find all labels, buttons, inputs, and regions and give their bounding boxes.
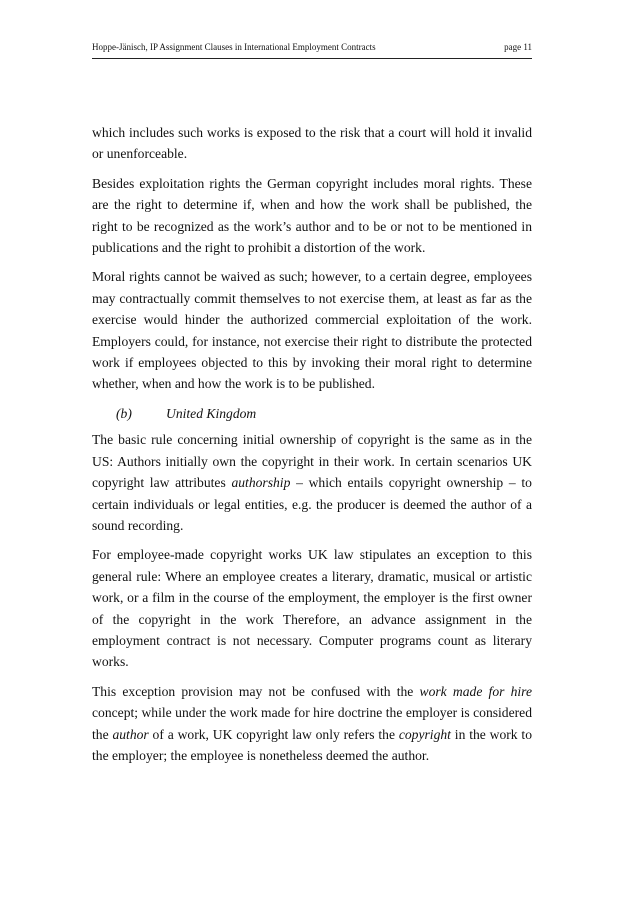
p6-text-3: of a work, UK copyright law only refers the: [148, 726, 399, 742]
p6-emphasis-author: author: [112, 726, 149, 742]
paragraph-2: Besides exploitation rights the German copyright includes moral rights. These are the right to determine if, when and how the work shall be published, the right to be recognized as the work’s author and to be or not to be mentioned in publications and the right to prohibit a distortion of the work.: [92, 175, 532, 256]
p6-text-1: This exception provision may not be confused with the: [92, 683, 420, 699]
running-header: [92, 42, 532, 59]
paragraph-5: For employee-made copyright works UK law stipulates an exception to this general rule: Where an employee creates a literary, dramatic, musical or artistic work, or a film in the course of the employment, the employer is the first owner of the copyright in the work Therefore, an advance assignment in the employment contract is not necessary. Computer programs count as literary works.: [92, 547, 532, 670]
p4-text-2: – which entails copyright ownership – to certain individuals or legal entities, e.g. the producer is deemed the author of a sound recording.: [92, 475, 532, 533]
p4-emphasis-authorship: authorship: [231, 475, 291, 491]
p6-text-2: concept; while under the work made for hire doctrine the employer is considered the: [92, 705, 532, 742]
header-author-title: Hoppe-Jänisch, IP Assignment Clauses in International Employment Contracts: [92, 42, 376, 52]
body-text: [92, 122, 532, 774]
paragraph-3: Moral rights cannot be waived as such; however, to a certain degree, employees may contractually commit themselves to not exercise them, at least as far as the exercise would hinder the authorized commercial exploitation of the work. Employers could, for instance, not exercise their right to distribute the protected work if employees objected to this by invoking their moral right to determine whether, when and how the work is to be published.: [92, 269, 532, 392]
page-number: page 11: [504, 42, 532, 52]
section-heading: [92, 403, 532, 424]
paragraph-4: [92, 429, 532, 536]
p6-emphasis-work-made-for-hire: work made for hire: [419, 683, 532, 699]
p6-text-4: in the work to the employer; the employee is nonetheless deemed the author.: [92, 726, 532, 763]
paragraph-1: which includes such works is exposed to the risk that a court will hold it invalid or unenforceable.: [92, 125, 532, 162]
section-title: United Kingdom: [166, 405, 257, 421]
p6-emphasis-copyright: copyright: [398, 726, 451, 742]
paragraph-6: [92, 681, 532, 767]
p4-text-1: The basic rule concerning initial ownership of copyright is the same as in the US: Authors initially own the copyright in their work. In certain scenarios UK copyright law attributes: [92, 432, 532, 491]
section-number: (b): [116, 405, 132, 421]
